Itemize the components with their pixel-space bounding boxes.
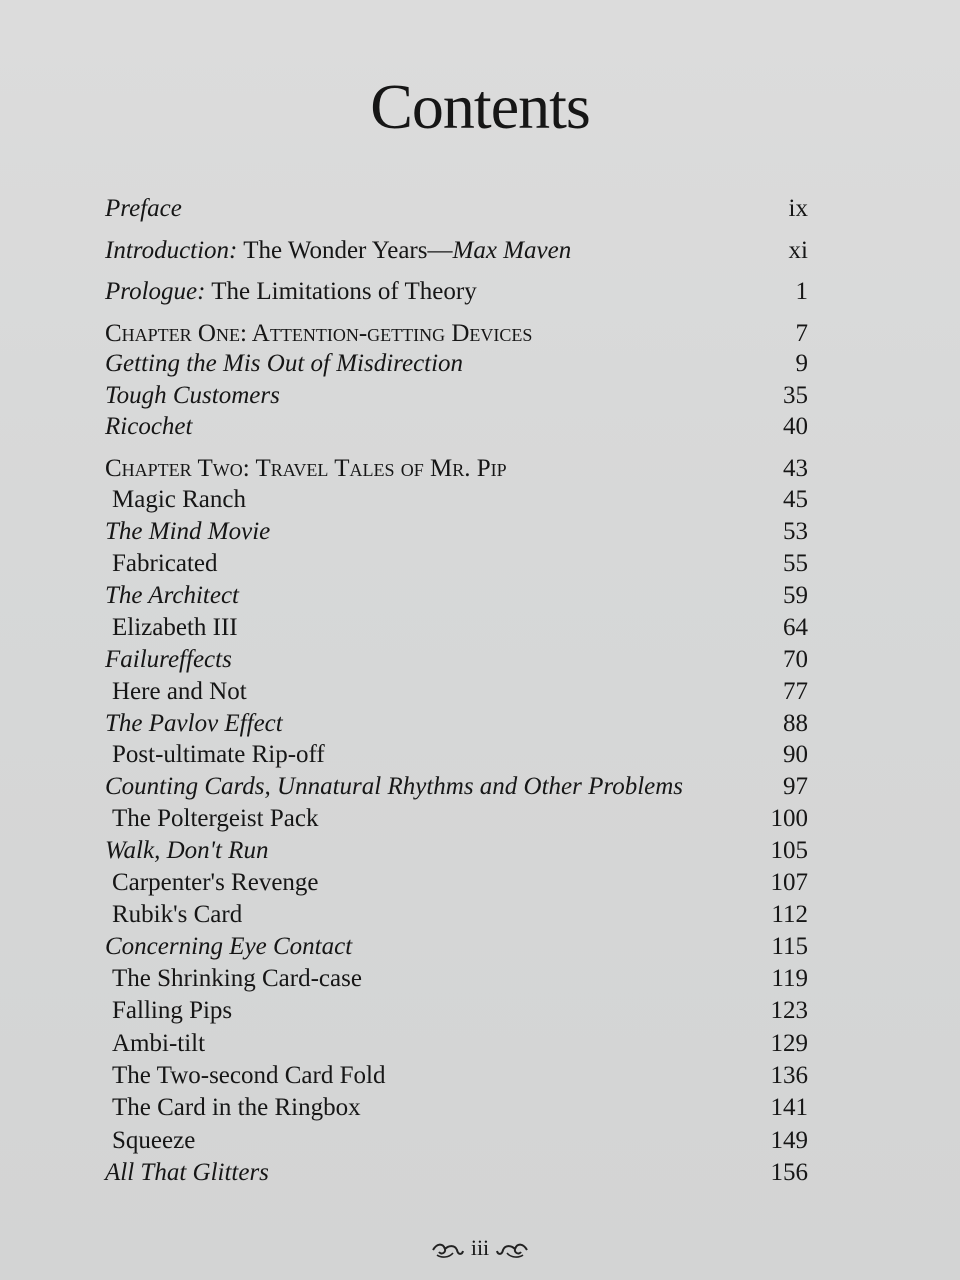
- toc-entry-label: Walk, Don't Run: [105, 837, 269, 864]
- toc-page-number: 45: [783, 486, 808, 513]
- toc-page-number: 100: [770, 805, 808, 832]
- toc-entry-introduction: [0, 237, 960, 271]
- toc-page-number: 123: [770, 997, 808, 1024]
- toc-entry: [0, 1030, 960, 1064]
- toc-entry-label: Getting the Mis Out of Misdirection: [105, 350, 464, 377]
- toc-page-number: 97: [783, 773, 808, 800]
- toc-page-number: 53: [783, 518, 808, 545]
- toc-entry: [0, 805, 960, 839]
- toc-entry-label: Magic Ranch: [112, 486, 246, 513]
- entry-prefix: Introduction:: [105, 237, 238, 264]
- left-ornament-icon: [431, 1241, 465, 1259]
- toc-entry-label: Tough Customers: [105, 382, 280, 409]
- toc-entry: [0, 582, 960, 616]
- toc-entry: [0, 413, 960, 447]
- toc-entry-label: Carpenter's Revenge: [112, 869, 319, 896]
- chapter-title: Chapter One: Attention-getting Devices: [105, 320, 533, 347]
- toc-entry-label: [105, 278, 477, 306]
- toc-entry-label: Post-ultimate Rip-off: [112, 741, 325, 768]
- page-title: Contents: [370, 71, 590, 142]
- toc-page-number: 112: [771, 901, 808, 928]
- toc-page-number: xi: [788, 237, 808, 264]
- toc-page-number: 43: [783, 455, 808, 482]
- toc-page-number: 64: [783, 614, 808, 641]
- toc-entry: [0, 550, 960, 584]
- toc-page-number: 90: [783, 741, 808, 768]
- toc-page-number: 55: [783, 550, 808, 577]
- entry-author: Max Maven: [452, 237, 572, 264]
- toc-entry: [0, 1127, 960, 1161]
- toc-page-number: 9: [795, 350, 808, 377]
- toc-entry: [0, 901, 960, 935]
- toc-entry: [0, 965, 960, 999]
- toc-page-number: 1: [795, 278, 808, 305]
- toc-entry-label: Counting Cards, Unnatural Rhythms and Other Problems: [105, 773, 684, 800]
- toc-page-number: 88: [783, 710, 808, 737]
- toc-entry: [0, 486, 960, 520]
- toc-page-number: 70: [783, 646, 808, 673]
- toc-entry-label: The Card in the Ringbox: [112, 1094, 361, 1121]
- toc-entry-label: Here and Not: [112, 678, 247, 705]
- toc-entry: [0, 837, 960, 871]
- toc-page-number: 149: [770, 1127, 808, 1154]
- toc-entry-label: The Mind Movie: [105, 518, 271, 545]
- toc-entry: [0, 933, 960, 967]
- toc-page-number: 119: [771, 965, 808, 992]
- toc-page-number: 115: [771, 933, 808, 960]
- toc-page-number: 77: [783, 678, 808, 705]
- toc-entry-label: Concerning Eye Contact: [105, 933, 353, 960]
- toc-entry: [0, 997, 960, 1031]
- toc-entry-label: The Architect: [105, 582, 239, 609]
- toc-entry-label: Failureffects: [105, 646, 232, 673]
- toc-entry-label: Ambi-tilt: [112, 1030, 206, 1057]
- toc-entry-label: Rubik's Card: [112, 901, 243, 928]
- toc-entry: [0, 869, 960, 903]
- toc-entry: [0, 1094, 960, 1128]
- toc-entry: [0, 382, 960, 416]
- toc-entry: [0, 741, 960, 775]
- toc-entry-label: Fabricated: [112, 550, 218, 577]
- entry-title: The Wonder Years—: [237, 237, 453, 264]
- toc-page-number: 156: [770, 1159, 808, 1186]
- chapter-title: Chapter Two: Travel Tales of Mr. Pip: [105, 455, 507, 482]
- toc-entry-label: The Poltergeist Pack: [112, 805, 319, 832]
- toc-page-number: 129: [770, 1030, 808, 1057]
- page-number: iii: [470, 1235, 490, 1260]
- toc-entry-label: Ricochet: [105, 413, 193, 440]
- toc-entry-label: The Pavlov Effect: [105, 710, 283, 737]
- toc-entry: [0, 1159, 960, 1193]
- toc-page-number: 59: [783, 582, 808, 609]
- toc-entry: [0, 518, 960, 552]
- entry-prefix: Prologue:: [105, 278, 206, 305]
- toc-entry: [0, 710, 960, 744]
- toc-entry-label: Elizabeth III: [112, 614, 238, 641]
- toc-entry: [0, 614, 960, 648]
- toc-page-number: 7: [795, 320, 808, 347]
- toc-entry: [0, 646, 960, 680]
- toc-page-number: 35: [783, 382, 808, 409]
- toc-entry-label: Squeeze: [112, 1127, 196, 1154]
- toc-entry-preface: [0, 195, 960, 229]
- right-ornament-icon: [495, 1241, 529, 1259]
- toc-page-number: 141: [770, 1094, 808, 1121]
- toc-entry: [0, 1062, 960, 1096]
- toc-entry-label: The Shrinking Card-case: [112, 965, 362, 992]
- toc-page-number: 136: [770, 1062, 808, 1089]
- toc-page-number: 40: [783, 413, 808, 440]
- toc-page-number: 105: [770, 837, 808, 864]
- toc-chapter-heading: [0, 455, 960, 489]
- toc-entry-label: All That Glitters: [105, 1159, 269, 1186]
- toc-entry: [0, 678, 960, 712]
- toc-chapter-heading: [0, 320, 960, 354]
- page-footer: [0, 1235, 960, 1261]
- toc-page-number: 107: [770, 869, 808, 896]
- toc-entry-label: [105, 237, 571, 265]
- toc-entry: [0, 350, 960, 384]
- toc-entry: [0, 773, 960, 807]
- toc-entry-label: Preface: [105, 195, 182, 222]
- toc-page-number: ix: [788, 195, 808, 222]
- toc-entry-label: Falling Pips: [112, 997, 233, 1024]
- toc-entry-label: The Two-second Card Fold: [112, 1062, 386, 1089]
- entry-title: The Limitations of Theory: [205, 278, 477, 305]
- toc-entry-prologue: [0, 278, 960, 312]
